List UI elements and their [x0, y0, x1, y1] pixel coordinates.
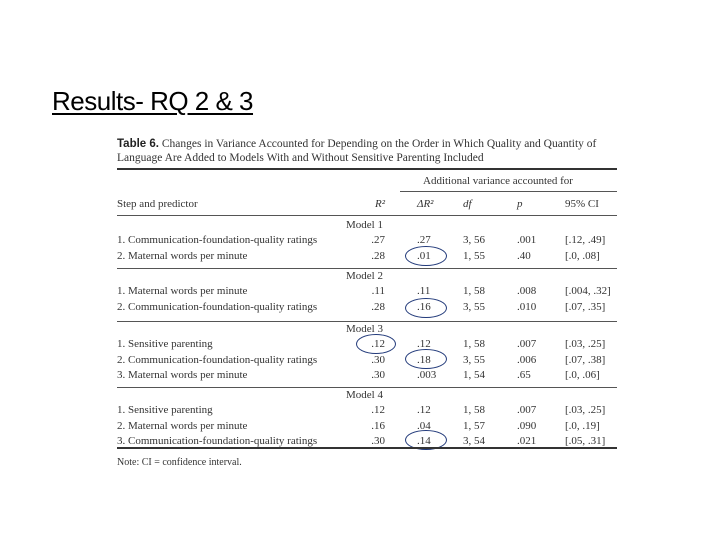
df-cell: 1, 54	[463, 369, 485, 381]
model-label: Model 2	[346, 270, 383, 282]
model-divider	[117, 268, 617, 269]
df-cell: 3, 56	[463, 234, 485, 246]
header-rule	[117, 215, 617, 216]
ci-cell: [.03, .25]	[565, 338, 606, 350]
delta-r2-cell: .12	[417, 404, 431, 416]
highlight-circle-m1-dr2	[405, 246, 447, 266]
header-ci: 95% CI	[565, 198, 599, 210]
df-cell: 1, 58	[463, 338, 485, 350]
ci-cell: [.03, .25]	[565, 404, 606, 416]
bottom-rule	[117, 447, 617, 449]
df-cell: 3, 55	[463, 353, 485, 366]
model-divider	[117, 387, 617, 388]
p-cell: .007	[517, 404, 537, 416]
header-df: df	[463, 198, 472, 210]
p-cell: .006	[517, 353, 537, 366]
p-cell: .007	[517, 338, 537, 350]
model-label: Model 4	[346, 389, 383, 401]
p-cell: .008	[517, 285, 537, 297]
df-cell: 3, 55	[463, 300, 485, 313]
delta-r2-cell: .27	[417, 234, 431, 246]
predictor-cell: 1. Sensitive parenting	[117, 338, 213, 350]
delta-r2-cell: .16	[417, 300, 431, 313]
r2-cell: .16	[371, 419, 385, 432]
df-cell: 1, 55	[463, 249, 485, 262]
df-cell: 1, 57	[463, 419, 485, 432]
r2-cell: .28	[371, 249, 385, 262]
delta-r2-cell: .04	[417, 419, 431, 432]
ci-cell: [.05, .31]	[565, 435, 606, 447]
highlight-circle-m3-r2	[356, 334, 396, 354]
predictor-cell: 3. Communication-foundation-quality ratings	[117, 435, 318, 447]
table-label: Table 6.	[117, 138, 159, 150]
highlight-circle-m2-dr2	[405, 298, 447, 318]
predictor-cell: 1. Maternal words per minute	[117, 285, 248, 297]
top-rule	[117, 168, 617, 170]
header-p: p	[517, 198, 523, 210]
highlight-circle-m3-dr2	[405, 349, 447, 369]
p-cell: .40	[517, 249, 531, 262]
table-caption	[117, 137, 617, 165]
r2-cell: .30	[371, 369, 385, 381]
r2-cell: .12	[371, 338, 385, 350]
slide-title: Results- RQ 2 & 3	[52, 86, 254, 116]
p-cell: .010	[517, 300, 537, 313]
ci-cell: [.0, .19]	[565, 419, 600, 432]
table-caption-text: Changes in Variance Accounted for Depending on the Order in Which Quality and Quantity of Language Are Added to Models With and Without Sensitive Parenting Included	[117, 138, 597, 164]
table-note: Note: CI = confidence interval.	[117, 457, 242, 468]
r2-cell: .12	[371, 404, 385, 416]
spanner-rule	[400, 191, 617, 192]
predictor-cell: 2. Maternal words per minute	[117, 249, 248, 262]
ci-cell: [.0, .08]	[565, 249, 600, 262]
predictor-cell: 2. Communication-foundation-quality ratings	[117, 353, 318, 366]
ci-cell: [.07, .35]	[565, 300, 606, 313]
model-divider	[117, 321, 617, 322]
p-cell: .001	[517, 234, 537, 246]
df-cell: 1, 58	[463, 285, 485, 297]
model-label: Model 1	[346, 219, 383, 231]
predictor-cell: 1. Sensitive parenting	[117, 404, 213, 416]
delta-r2-cell: .003	[417, 369, 437, 381]
header-r2: R²	[374, 198, 385, 210]
ci-cell: [.004, .32]	[565, 285, 611, 297]
table-figure	[117, 135, 617, 475]
p-cell: .65	[517, 369, 531, 381]
df-cell: 1, 58	[463, 404, 485, 416]
predictor-cell: 2. Communication-foundation-quality ratings	[117, 300, 318, 313]
delta-r2-cell: .12	[417, 338, 431, 350]
r2-cell: .11	[371, 285, 385, 297]
delta-r2-cell: .01	[417, 249, 431, 262]
ci-cell: [.07, .38]	[565, 353, 606, 366]
model-label: Model 3	[346, 323, 383, 335]
predictor-cell: 1. Communication-foundation-quality ratings	[117, 234, 318, 246]
df-cell: 3, 54	[463, 435, 485, 447]
header-predictor: Step and predictor	[117, 198, 198, 210]
spanner-header: Additional variance accounted for	[423, 175, 573, 187]
predictor-cell: 2. Maternal words per minute	[117, 419, 248, 432]
r2-cell: .28	[371, 300, 385, 313]
r2-cell: .30	[371, 353, 385, 366]
header-delta-r2: ΔR²	[417, 198, 434, 210]
ci-cell: [.0, .06]	[565, 369, 600, 381]
p-cell: .090	[517, 419, 537, 432]
p-cell: .021	[517, 435, 537, 447]
delta-r2-cell: .11	[417, 285, 431, 297]
r2-cell: .27	[371, 234, 385, 246]
delta-r2-cell: .18	[417, 353, 431, 366]
predictor-cell: 3. Maternal words per minute	[117, 369, 248, 381]
r2-cell: .30	[371, 435, 385, 447]
delta-r2-cell: .14	[417, 435, 431, 447]
ci-cell: [.12, .49]	[565, 234, 606, 246]
